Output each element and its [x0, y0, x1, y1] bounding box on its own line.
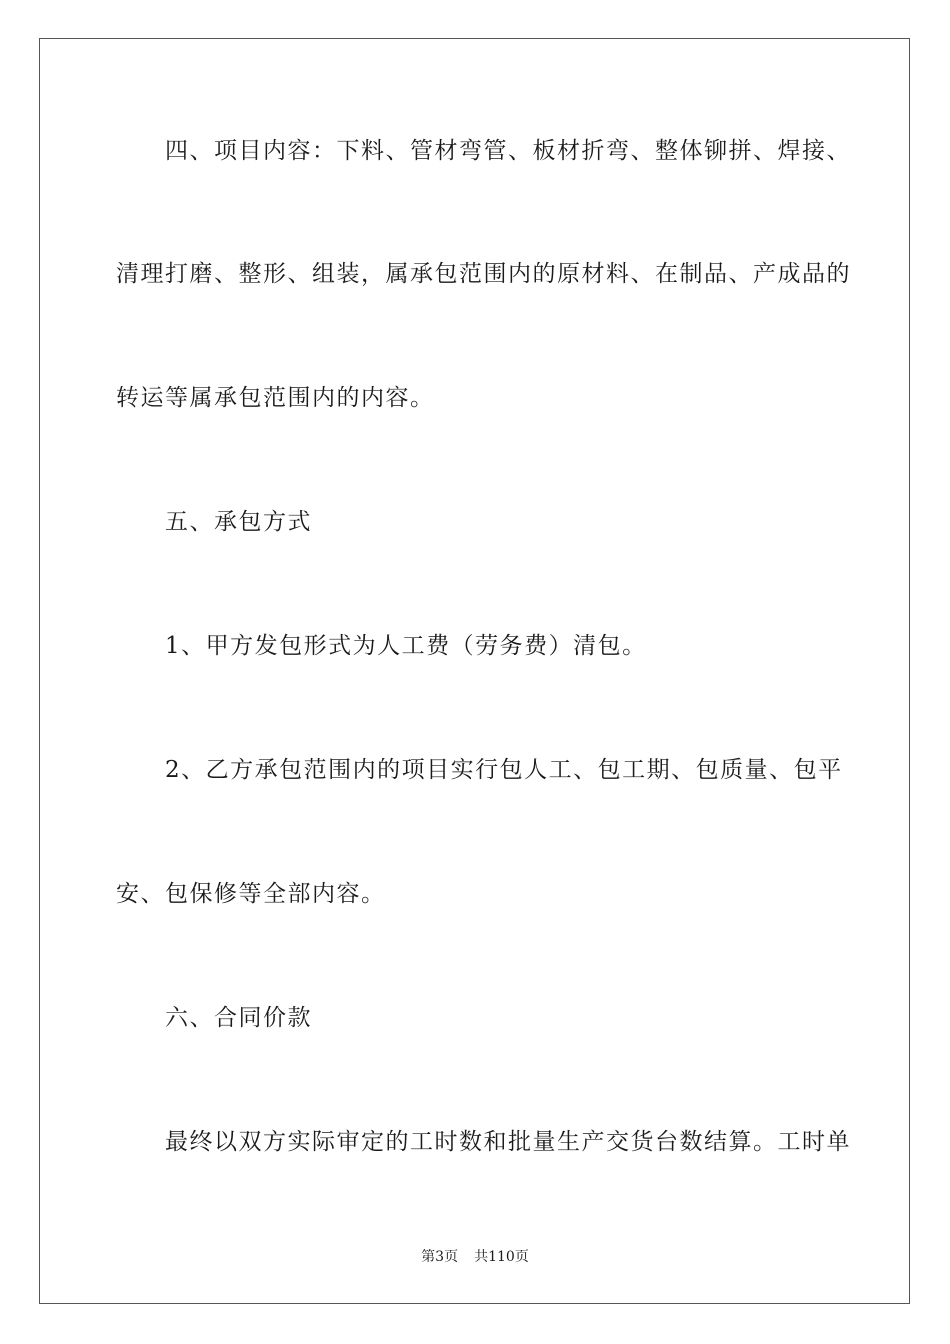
paragraph-line-9: 最终以双方实际审定的工时数和批量生产交货台数结算。工时单	[165, 1129, 851, 1155]
page-border	[39, 38, 910, 1304]
paragraph-line-2: 清理打磨、整形、组装，属承包范围内的原材料、在制品、产成品的	[116, 261, 851, 287]
section-heading-5: 五、承包方式	[165, 509, 312, 535]
paragraph-line-6: 2、乙方承包范围内的项目实行包人工、包工期、包质量、包平	[165, 757, 843, 783]
paragraph-line-7: 安、包保修等全部内容。	[116, 881, 386, 907]
paragraph-line-3: 转运等属承包范围内的内容。	[116, 385, 435, 411]
page-number: 第3页	[421, 1249, 459, 1265]
paragraph-line-5: 1、甲方发包形式为人工费（劳务费）清包。	[165, 633, 647, 659]
paragraph-line-1: 四、项目内容：下料、管材弯管、板材折弯、整体铆拼、焊接、	[165, 138, 851, 164]
section-heading-6: 六、合同价款	[165, 1005, 312, 1031]
page-footer	[0, 1248, 950, 1266]
page-total: 共110页	[474, 1249, 529, 1265]
